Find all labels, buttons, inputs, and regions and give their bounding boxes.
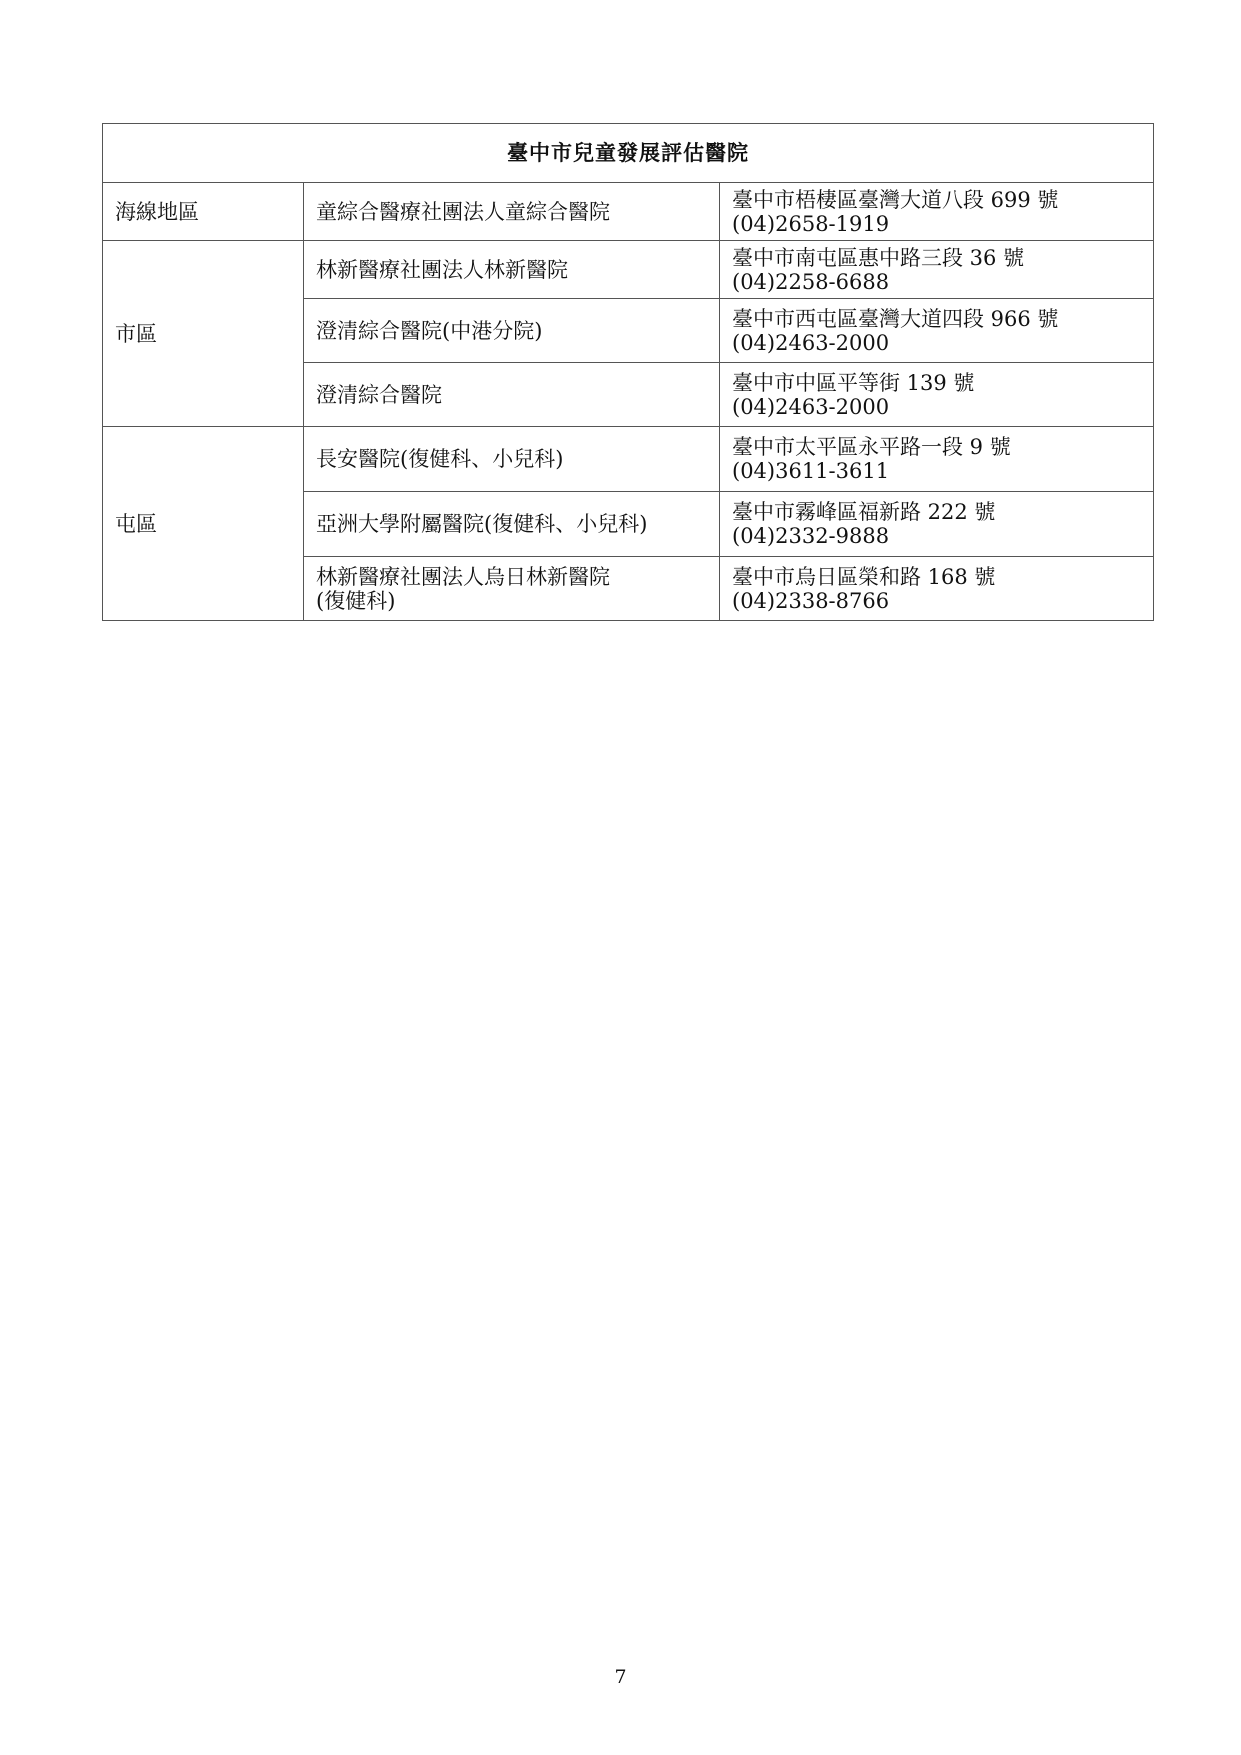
region-cell-tun: 屯區 (103, 427, 304, 621)
hospital-name-cell (304, 299, 720, 363)
region-cell-city: 市區 (103, 241, 304, 427)
hospital-name-cell (304, 363, 720, 427)
hospital-address: 臺中市太平區永平路一段 9 號 (732, 435, 1011, 459)
hospital-name: 長安醫院(復健科、小兒科) (316, 447, 564, 471)
region-cell-coastal: 海線地區 (103, 183, 304, 241)
hospital-name: 澄清綜合醫院(中港分院) (316, 318, 543, 343)
page-number: 7 (614, 1666, 627, 1688)
hospital-address: 臺中市霧峰區福新路 222 號 (732, 500, 996, 524)
hospital-phone: (04)2463-2000 (732, 330, 890, 355)
hospital-name: 亞洲大學附屬醫院(復健科、小兒科) (316, 512, 648, 536)
hospital-name-cell (304, 557, 720, 621)
hospital-name: 林新醫療社團法人烏日林新醫院 (316, 564, 610, 589)
hospital-name: 童綜合醫療社團法人童綜合醫院 (316, 199, 610, 224)
table-row (103, 427, 1154, 492)
contact-cell (720, 241, 1154, 299)
hospital-address: 臺中市中區平等街 139 號 (732, 370, 975, 395)
hospital-phone: (04)3611-3611 (732, 459, 890, 483)
hospital-phone: (04)2258-6688 (732, 269, 890, 294)
contact-cell (720, 427, 1154, 492)
hospital-name: 澄清綜合醫院 (316, 382, 442, 407)
table-row (103, 183, 1154, 241)
hospital-name-cell (304, 427, 720, 492)
contact-cell (720, 183, 1154, 241)
table-title: 臺中市兒童發展評估醫院 (103, 124, 1154, 183)
hospital-phone: (04)2658-1919 (732, 211, 890, 236)
hospital-address: 臺中市烏日區榮和路 168 號 (732, 564, 996, 589)
hospital-address: 臺中市南屯區惠中路三段 36 號 (732, 245, 1025, 270)
hospital-name-dept: (復健科) (316, 588, 396, 613)
contact-cell (720, 363, 1154, 427)
hospital-table (102, 123, 1154, 621)
hospital-name: 林新醫療社團法人林新醫院 (316, 257, 568, 282)
hospital-name-cell (304, 241, 720, 299)
table-row (103, 241, 1154, 299)
contact-cell (720, 557, 1154, 621)
hospital-name-cell (304, 183, 720, 241)
hospital-phone: (04)2463-2000 (732, 394, 890, 419)
hospital-name-cell (304, 492, 720, 557)
hospital-phone: (04)2338-8766 (732, 588, 890, 613)
contact-cell (720, 492, 1154, 557)
hospital-address: 臺中市梧棲區臺灣大道八段 699 號 (732, 187, 1059, 212)
hospital-phone: (04)2332-9888 (732, 524, 890, 548)
hospital-address: 臺中市西屯區臺灣大道四段 966 號 (732, 306, 1059, 331)
contact-cell (720, 299, 1154, 363)
